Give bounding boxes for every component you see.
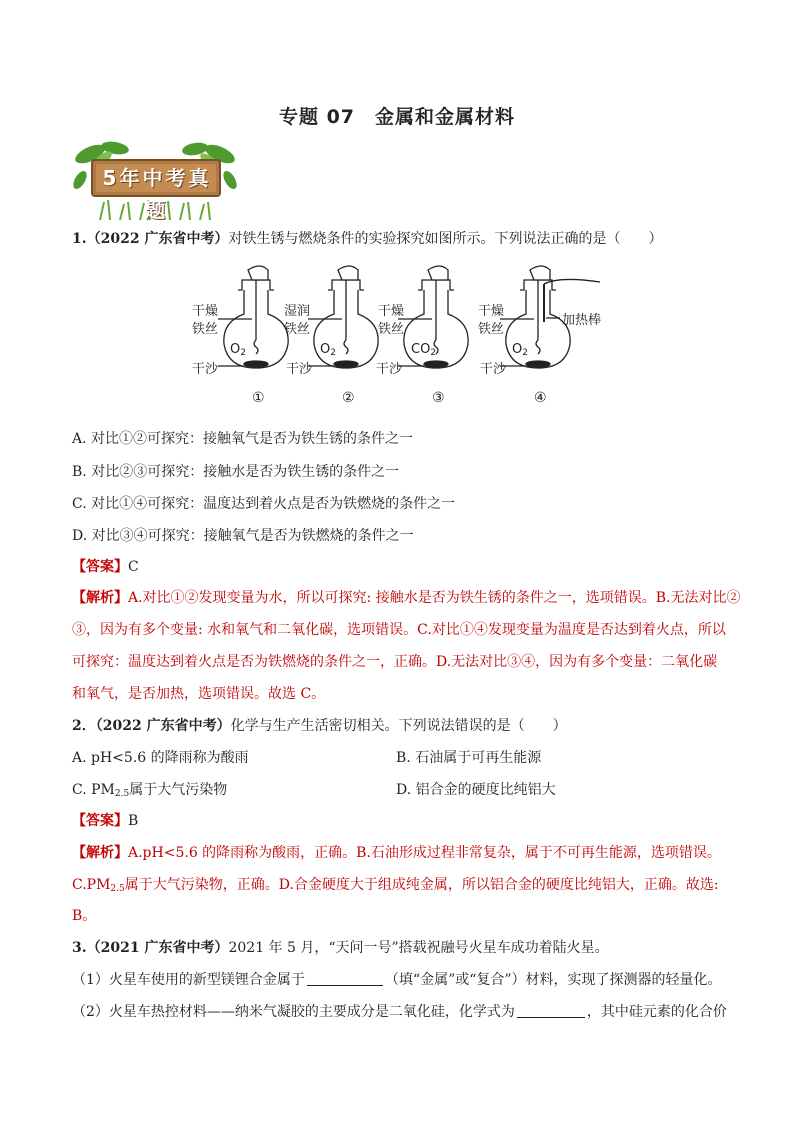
fig-number-1: ① [252,390,265,406]
label-sand-3: 干沙 [376,362,403,377]
q2-number: 2． [72,718,96,734]
label-sand-1: 干沙 [192,362,219,377]
q3-stem-line [72,938,609,958]
label-sand-2: 干沙 [286,362,313,377]
q2-stem-line [72,716,567,736]
q2-option-d: D. 铝合金的硬度比纯铝大 [396,782,556,798]
q2-option-b: B. 石油属于可再生能源 [396,750,542,766]
label-dry-3a: 干燥 [378,304,405,319]
label-heater: 加热棒 [562,313,602,328]
q1-stem: 对铁生锈与燃烧条件的实验探究如图所示。下列说法正确的是（ ） [228,231,663,247]
q2-analysis-line-1: 【解析】A.pH<5.6 的降雨称为酸雨，正确。B.石油形成过程非常复杂，属于不可再生能源，选项错误。 [72,845,721,861]
q1-option-c: C. 对比①④可探究：温度达到着火点是否为铁燃烧的条件之一 [72,496,456,512]
label-o2-1: $O_2$ [230,342,246,358]
label-dry-3b: 铁丝 [378,322,405,337]
q2-analysis-line-2: $C.PM_{2.5}$属于大气污染物，正确。D.合金硬度大于组成纯金属，所以铝合金的硬度比纯铝大，正确。故选: [72,877,719,894]
label-o2-2: $O_2$ [320,342,336,358]
q3-source: （2021 广东省中考） [86,940,229,956]
fig-number-3: ③ [432,390,445,406]
fig-number-4: ④ [534,390,547,406]
q1-analysis-line-1: 【解析】A.对比①②发现变量为水，所以可探究: 接触水是否为铁生锈的条件之一，选项错误。B.无法对比② [72,590,741,606]
label-dry-4a: 干燥 [478,304,505,319]
q1-source: （2022 广东省中考） [86,231,229,247]
q1-stem-line [72,229,662,249]
q1-option-b: B. 对比②③可探究：接触水是否为铁生锈的条件之一 [72,464,400,480]
q2-answer: 【答案】B [72,813,139,829]
q1-option-a: A. 对比①②可探究：接触氧气是否为铁生锈的条件之一 [72,431,414,447]
label-o2-4: $O_2$ [512,342,528,358]
page-title: 专题 07 金属和金属材料 [278,106,516,128]
q3-number: 3. [72,940,87,956]
q2-stem: 化学与生产生活密切相关。下列说法错误的是（ ） [230,718,567,734]
q2-option-a: A. pH<5.6 的降雨称为酸雨 [72,750,249,766]
answer-value: C [128,559,139,575]
section-banner [70,140,240,222]
q1-figure [180,262,620,412]
q1-analysis-line-2: ③，因为有多个变量: 水和氧气和二氧化碳，选项错误。C.对比①④发现变量为温度是否达到着火点，所以 [72,622,726,638]
q3-sub-1: （1）火星车使用的新型镁锂合金属于 （填“金属”或“复合”）材料，实现了探测器的轻量化。 [72,972,722,988]
label-dry-1b: 铁丝 [192,322,219,337]
q2-source: （2022 广东省中考） [95,718,231,734]
label-co2-3: $CO_2$ [411,342,437,358]
q2-analysis-line-3: B。 [72,908,97,924]
q1-analysis-line-4: 和氧气，是否加热，选项错误。故选 C。 [72,686,326,702]
q3-sub-2: （2）火星车热控材料——纳米气凝胶的主要成分是二氧化硅，化学式为 ，其中硅元素的化合价 [72,1004,727,1020]
fig-number-2: ② [342,390,355,406]
q1-analysis-line-3: 可探究：温度达到着火点是否为铁燃烧的条件之一，正确。D.无法对比③④，因为有多个变量：二氧化碳 [72,654,718,670]
label-dry-1a: 干燥 [192,304,219,319]
answer-label: 【答案】 [72,559,128,575]
flask-apparatus-diagram [180,262,620,412]
label-wet-2a: 湿润 [284,304,311,319]
answer-blank-2[interactable] [517,1003,585,1018]
q1-option-d: D. 对比③④可探究：接触氧气是否为铁燃烧的条件之一 [72,528,414,544]
label-sand-4: 干沙 [480,362,507,377]
answer-blank-1[interactable] [307,971,383,986]
q3-stem: 2021 年 5 月，“天问一号”搭载祝融号火星车成功着陆火星。 [228,940,609,956]
label-dry-4b: 铁丝 [478,322,505,337]
label-wet-2b: 铁丝 [284,322,311,337]
q1-number: 1. [72,231,87,247]
q2-option-c: C. $PM_{2.5}$属于大气污染物 [72,782,228,799]
banner-text: 5年中考真题 [102,166,212,222]
analysis-label: 【解析】 [72,590,128,606]
q1-answer [72,557,139,577]
